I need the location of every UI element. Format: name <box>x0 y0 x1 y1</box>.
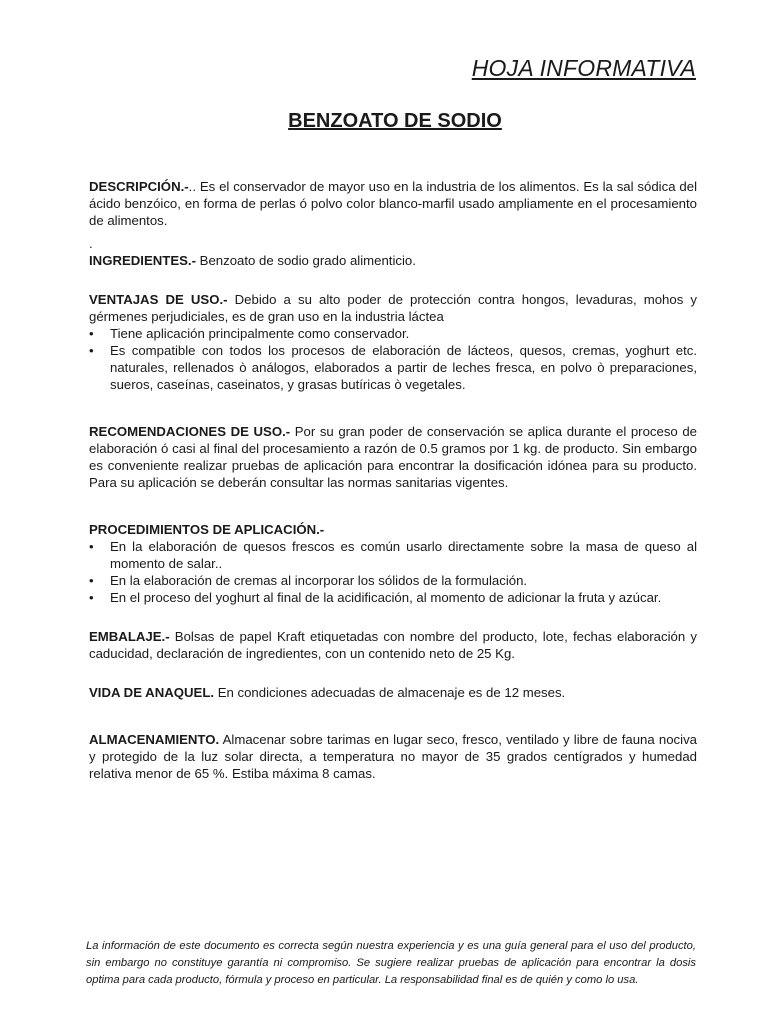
stray-dot: . <box>89 236 93 251</box>
bullet-icon: • <box>89 343 94 358</box>
section-text: En condiciones adecuadas de almacenaje es de 12 meses. <box>214 685 566 700</box>
section-text: Debido a su alto poder de protección contra hongos, levaduras, mohos y gérmenes perjudiciales, es de gran uso en la industria láctea <box>89 292 698 324</box>
bullet-icon: • <box>89 590 94 605</box>
list-item <box>89 572 697 589</box>
section-text: Benzoato de sodio grado alimenticio. <box>195 253 416 268</box>
section-almacenamiento <box>89 731 697 782</box>
section-label: EMBALAJE.- <box>89 629 170 644</box>
document-body <box>89 178 697 782</box>
section-label: VIDA DE ANAQUEL. <box>89 685 215 700</box>
footer-disclaimer: La información de este documento es correcta según nuestra experiencia y es una guía general para el uso del producto, sin embargo no constituye garantía ni compromiso. Se sugiere realizar pruebas de aplicación para encontrar la dosis optima para cada producto, fórmula y proceso en particular. La responsabilidad final es de quién y como lo usa. <box>86 940 696 986</box>
bullet-icon: • <box>89 539 94 554</box>
document-title: BENZOATO DE SODIO <box>288 110 502 132</box>
section-embalaje <box>89 628 697 662</box>
list-item <box>89 589 697 606</box>
list-item <box>89 538 697 572</box>
section-ingredientes <box>89 252 697 269</box>
section-label: DESCRIPCIÓN.- <box>89 179 189 194</box>
ventajas-bullet-list <box>89 325 697 393</box>
procedimientos-bullet-list <box>89 538 697 606</box>
list-item <box>89 342 697 393</box>
section-procedimientos <box>89 521 697 538</box>
section-descripcion <box>89 178 697 229</box>
section-label: RECOMENDACIONES DE USO.- <box>89 424 291 439</box>
list-item-text: En la elaboración de cremas al incorporar los sólidos de la formulación. <box>110 573 528 588</box>
section-text: Por su gran poder de conservación se aplica durante el proceso de elaboración ó casi al final del procesamiento a razón de 0.5 gramos por 1 kg. de producto. Sin embargo es conveniente realizar pruebas de aplicación para encontrar la dosificación idónea para su producto. Para su aplicación se deberán consultar las normas sanitarias vigentes. <box>89 424 698 490</box>
section-text: Almacenar sobre tarimas en lugar seco, fresco, ventilado y libre de fauna nociva y protegido de la luz solar directa, a temperatura no mayor de 35 grados centígrados y humedad relativa menor de 65 %. Estiba máxima 8 camas. <box>89 732 697 781</box>
list-item-text: En el proceso del yoghurt al final de la acidificación, al momento de adicionar la fruta y azúcar. <box>110 590 662 605</box>
header-title: HOJA INFORMATIVA <box>471 55 696 81</box>
bullet-icon: • <box>89 573 94 588</box>
list-item <box>89 325 697 342</box>
section-label: INGREDIENTES.- <box>89 253 196 268</box>
section-label: PROCEDIMIENTOS DE APLICACIÓN.- <box>89 522 325 537</box>
section-ventajas <box>89 291 697 325</box>
list-item-text: Es compatible con todos los procesos de elaboración de lácteos, quesos, cremas, yoghurt etc. naturales, rellenados ò análogos, elaborados a partir de leches fresca, en polvo ò preparaciones, sueros, caseínas, caseinatos, y grasas butíricas ò vegetales. <box>110 343 697 392</box>
section-text: Bolsas de papel Kraft etiquetadas con nombre del producto, lote, fechas elaboración y caducidad, declaración de ingredientes, con un contenido neto de 25 Kg. <box>89 629 697 661</box>
section-text: .. Es el conservador de mayor uso en la industria de los alimentos. Es la sal sódica del ácido benzóico, en forma de perlas ó polvo color blanco-marfil usado ampliamente en el procesamiento de alimentos. <box>89 179 697 228</box>
section-recomendaciones <box>89 423 697 491</box>
section-label: VENTAJAS DE USO.- <box>89 292 228 307</box>
section-label: ALMACENAMIENTO. <box>89 732 220 747</box>
list-item-text: Tiene aplicación principalmente como conservador. <box>110 326 410 341</box>
bullet-icon: • <box>89 326 94 341</box>
section-vida-anaquel <box>89 684 697 701</box>
list-item-text: En la elaboración de quesos frescos es común usarlo directamente sobre la masa de queso al momento de salar.. <box>110 539 697 571</box>
